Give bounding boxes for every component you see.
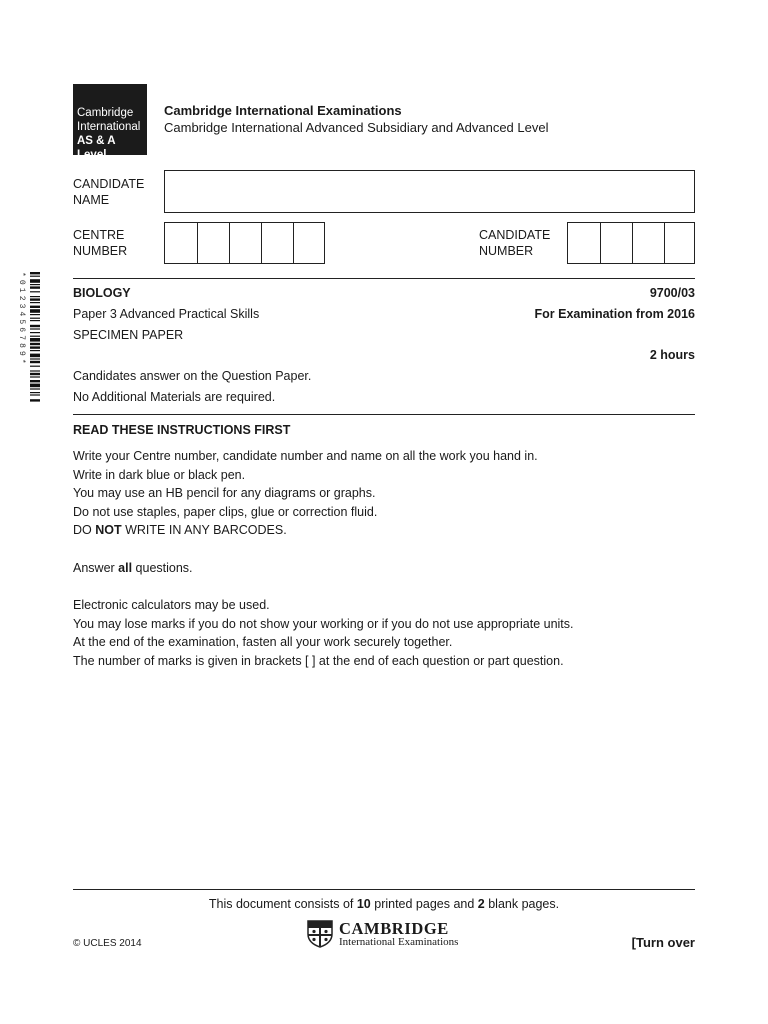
materials-note: No Additional Materials are required. [73,390,276,404]
divider-footer [73,889,695,890]
barcode [30,272,40,402]
copyright: © UCLES 2014 [73,938,142,949]
candidate-name-label-line2: NAME [73,192,110,207]
instruction-line-barcodes: DO NOT WRITE IN ANY BARCODES. [73,523,287,538]
instruction-line: Write your Centre number, candidate number and name on all the work you hand in. [73,449,538,463]
centre-number-label-line1: CENTRE [73,228,125,242]
centre-number-label [73,228,127,259]
exam-from: For Examination from 2016 [534,307,695,321]
instruction-line: You may lose marks if you do not show your working or if you do not use appropriate units. [73,616,574,631]
answer-all-line: Answer all questions. [73,561,193,575]
paper-title: Paper 3 Advanced Practical Skills [73,307,260,321]
logo-line-1: Cambridge [77,107,134,119]
candidate-number-divider [632,223,633,263]
instruction-line: Write in dark blue or black pen. [73,467,246,482]
cambridge-logo [73,84,147,161]
turn-over: [Turn over [631,935,695,950]
cambridge-wordmark: CAMBRIDGE [339,919,449,938]
centre-number-divider [229,223,230,263]
duration: 2 hours [649,348,695,362]
board-title: Cambridge International Examinations [164,103,402,118]
candidate-number-label [479,228,550,259]
answer-note: Candidates answer on the Question Paper. [73,369,312,383]
cambridge-wordmark-sub: International Examinations [339,936,459,948]
centre-number-divider [261,223,262,263]
subject: BIOLOGY [73,286,131,300]
instructions-heading: READ THESE INSTRUCTIONS FIRST [73,423,291,437]
barcode-text: *0123456789* [17,272,26,367]
candidate-number-label-line2: NUMBER [479,243,534,258]
instruction-line: Do not use staples, paper clips, glue or correction fluid. [73,504,378,519]
instruction-line: Electronic calculators may be used. [73,598,270,612]
centre-number-label-line2: NUMBER [73,243,128,258]
divider-mid [73,414,695,415]
paper-code: 9700/03 [649,286,695,300]
centre-number-boxes[interactable] [164,222,325,264]
instructions-block-2 [73,596,574,670]
specimen-label: SPECIMEN PAPER [73,328,184,342]
candidate-name-label [73,177,144,208]
centre-number-divider [197,223,198,263]
centre-number-divider [293,223,294,263]
candidate-number-boxes[interactable] [567,222,695,264]
logo-line-2: International [77,121,141,133]
instruction-line: The number of marks is given in brackets [ ] at the end of each question or part question. [73,653,564,668]
logo-line-3: AS & A Level [77,135,116,161]
candidate-number-divider [600,223,601,263]
page-count-note: This document consists of 10 printed pages and 2 blank pages. [208,897,560,911]
candidate-name-field[interactable] [164,170,695,213]
candidate-number-divider [664,223,665,263]
instructions-block-1 [73,447,538,540]
candidate-number-label-line1: CANDIDATE [479,228,551,242]
qualification-subtitle: Cambridge International Advanced Subsidiary and Advanced Level [164,120,549,135]
instruction-line: At the end of the examination, fasten all your work securely together. [73,635,453,650]
candidate-name-label-line1: CANDIDATE [73,177,145,191]
cambridge-crest-icon [307,920,333,948]
instruction-line: You may use an HB pencil for any diagrams or graphs. [73,486,376,501]
divider-top [73,278,695,279]
